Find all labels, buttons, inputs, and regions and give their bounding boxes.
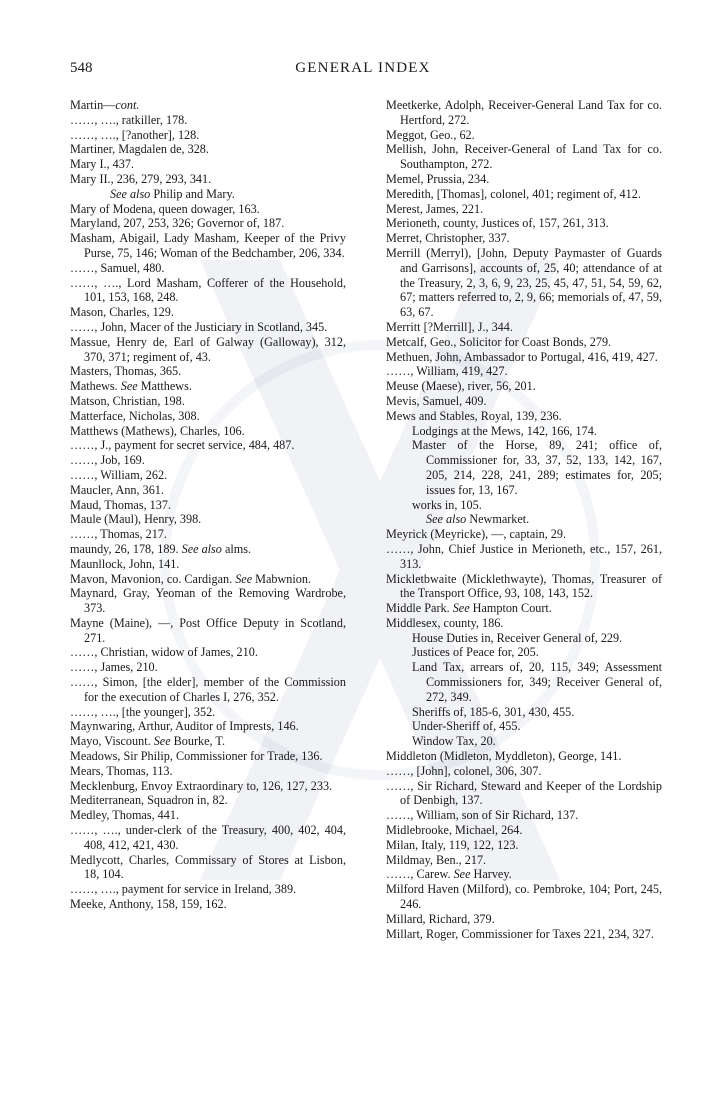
index-entry: ……, James, 210. bbox=[70, 660, 158, 675]
cross-reference-label: See bbox=[235, 571, 253, 586]
index-entry: ……, [John], colonel, 306, 307. bbox=[386, 763, 542, 778]
index-entry: ……, …., [the younger], 352. bbox=[70, 704, 216, 719]
index-entry: Mary of Modena, queen dowager, 163. bbox=[70, 201, 260, 216]
index-entry: Mellish, John, Receiver-General of Land Tax for co. Southampton, 272. bbox=[386, 142, 662, 172]
index-entry: Window Tax, 20. bbox=[412, 734, 496, 749]
index-entry: Millard, Richard, 379. bbox=[386, 911, 495, 926]
index-entry: Metcalf, Geo., Solicitor for Coast Bonds, 279. bbox=[386, 334, 612, 349]
index-entry: Milford Haven (Milford), co. Pembroke, 104; Port, 245, 246. bbox=[386, 882, 662, 912]
index-entry: Mickletbwaite (Micklethwayte), Thomas, Treasurer of the Transport Office, 93, 108, 143, 152. bbox=[386, 571, 662, 601]
index-entry: Merrill (Merryl), [John, Deputy Paymaster of Guards and Garrisons], accounts of, 25, 40; attendance of at the Treasury, 2, 3, 6, 9, 23, 25, 45, 47, 51, 54, 59, 62, 67; matters referred to, 2, 9, 66; memorials of, 47, 59, 63, 67. bbox=[386, 245, 662, 320]
index-entry: See also Newmarket. bbox=[426, 512, 530, 527]
index-entry: Medlycott, Charles, Commissary of Stores at Lisbon, 18, 104. bbox=[70, 852, 346, 882]
index-entry: Under-Sheriff of, 455. bbox=[412, 719, 521, 734]
index-entry: Maule (Maul), Henry, 398. bbox=[70, 512, 202, 527]
index-entry: Meetkerke, Adolph, Receiver-General Land Tax for co. Hertford, 272. bbox=[386, 98, 662, 127]
index-entry: Martiner, Magdalen de, 328. bbox=[70, 142, 209, 157]
index-entry: ……, Job, 169. bbox=[70, 453, 145, 468]
index-entry: ……, Christian, widow of James, 210. bbox=[70, 645, 258, 660]
index-entry: Martin—cont. bbox=[70, 98, 140, 112]
index-entry: ……, John, Chief Justice in Merioneth, etc., 157, 261, 313. bbox=[386, 541, 662, 571]
index-entry: Matson, Christian, 198. bbox=[70, 393, 185, 408]
index-entry: ……, William, son of Sir Richard, 137. bbox=[386, 808, 579, 823]
index-entry: Mayne (Maine), —, Post Office Deputy in Scotland, 271. bbox=[70, 615, 346, 645]
index-column-left bbox=[70, 98, 346, 912]
cross-reference-label: See bbox=[120, 379, 138, 394]
index-entry: Millart, Roger, Commissioner for Taxes 221, 234, 327. bbox=[386, 926, 654, 941]
page-header bbox=[70, 60, 656, 84]
index-entry: ……, …., ratkiller, 178. bbox=[70, 112, 188, 127]
cross-reference-label: See bbox=[452, 601, 470, 616]
index-entry: Maunllock, John, 141. bbox=[70, 556, 180, 571]
index-entry: maundy, 26, 178, 189. See also alms. bbox=[70, 541, 252, 556]
index-entry: Meggot, Geo., 62. bbox=[386, 127, 475, 142]
running-head: GENERAL INDEX bbox=[295, 60, 431, 76]
index-entry: ……, Samuel, 480. bbox=[70, 260, 165, 275]
index-entry: Matthews (Mathews), Charles, 106. bbox=[70, 423, 245, 438]
index-entry: Middleton (Midleton, Myddleton), George, 141. bbox=[386, 749, 622, 764]
index-entry: Maud, Thomas, 137. bbox=[70, 497, 171, 512]
cross-reference-label: See also bbox=[110, 186, 151, 201]
index-entry: Middle Park. See Hampton Court. bbox=[386, 601, 552, 616]
index-entry: Masters, Thomas, 365. bbox=[70, 364, 182, 379]
index-entry: ……, Simon, [the elder], member of the Commission for the execution of Charles I, 276, 352. bbox=[70, 675, 346, 704]
cross-reference-label: See bbox=[153, 734, 171, 749]
index-entry: ……, Sir Richard, Steward and Keeper of the Lordship of Denbigh, 137. bbox=[386, 778, 662, 808]
index-entry: Meeke, Anthony, 158, 159, 162. bbox=[70, 897, 227, 912]
index-entry: ……, …., [?another], 128. bbox=[70, 127, 200, 142]
index-entry: Milan, Italy, 119, 122, 123. bbox=[386, 837, 519, 852]
index-entry: Sheriffs of, 185-6, 301, 430, 455. bbox=[412, 704, 575, 719]
index-entry: Mecklenburg, Envoy Extraordinary to, 126, 127, 233. bbox=[70, 778, 333, 793]
index-entry: Merret, Christopher, 337. bbox=[386, 231, 510, 246]
index-entry: Mavon, Mavonion, co. Cardigan. See Mabwnion. bbox=[70, 571, 312, 586]
index-entry: Masham, Abigail, Lady Masham, Keeper of the Privy Purse, 75, 146; Woman of the Bedchamber, 206, 334. bbox=[70, 231, 346, 260]
index-entry: Memel, Prussia, 234. bbox=[386, 171, 490, 186]
index-entry: Maucler, Ann, 361. bbox=[70, 482, 164, 497]
index-entry: Merritt [?Merrill], J., 344. bbox=[386, 319, 513, 334]
index-entry: Middlesex, county, 186. bbox=[386, 615, 504, 630]
index-entry: House Duties in, Receiver General of, 229. bbox=[412, 630, 623, 645]
index-entry: Meredith, [Thomas], colonel, 401; regiment of, 412. bbox=[386, 186, 641, 201]
index-entry: ……, William, 262. bbox=[70, 467, 168, 482]
index-entry: Mary II., 236, 279, 293, 341. bbox=[70, 171, 212, 186]
index-entry: Master of the Horse, 89, 241; office of, Commissioner for, 33, 37, 52, 133, 142, 167, 205, 214, 228, 241, 289; estimates for, 205; issues for, 13, 167. bbox=[412, 438, 662, 497]
index-entry: ……, …., Lord Masham, Cofferer of the Household, 101, 153, 168, 248. bbox=[70, 275, 346, 305]
index-entry: Matterface, Nicholas, 308. bbox=[70, 408, 200, 423]
index-entry: Mews and Stables, Royal, 139, 236. bbox=[386, 408, 562, 423]
index-entry: Mevis, Samuel, 409. bbox=[386, 393, 487, 408]
cross-reference-label: See also bbox=[426, 512, 467, 527]
index-entry: Mary I., 437. bbox=[70, 157, 134, 172]
index-entry: Methuen, John, Ambassador to Portugal, 416, 419, 427. bbox=[386, 349, 658, 364]
index-entry: Meyrick (Meyricke), —, captain, 29. bbox=[386, 527, 567, 542]
index-column-right bbox=[386, 98, 662, 941]
index-entry: Justices of Peace for, 205. bbox=[412, 645, 539, 660]
index-entry: ……, John, Macer of the Justiciary in Scotland, 345. bbox=[70, 319, 328, 334]
index-entry: Mildmay, Ben., 217. bbox=[386, 852, 487, 867]
index-entry: Merest, James, 221. bbox=[386, 201, 484, 216]
index-entry: Merioneth, county, Justices of, 157, 261, 313. bbox=[386, 216, 609, 231]
index-entry: Mears, Thomas, 113. bbox=[70, 763, 173, 778]
index-entry: Midlebrooke, Michael, 264. bbox=[386, 823, 523, 838]
index-entry: Mason, Charles, 129. bbox=[70, 305, 174, 320]
index-entry: ……, J., payment for secret service, 484, 487. bbox=[70, 438, 295, 453]
cross-reference-label: See bbox=[453, 867, 471, 882]
index-entry: Maynard, Gray, Yeoman of the Removing Wardrobe, 373. bbox=[70, 586, 346, 616]
index-entry: Mayo, Viscount. See Bourke, T. bbox=[70, 734, 225, 749]
index-entry: ……, …., payment for service in Ireland, 389. bbox=[70, 882, 297, 897]
index-entry: Massue, Henry de, Earl of Galway (Galloway), 312, 370, 371; regiment of, 43. bbox=[70, 334, 346, 364]
index-entry: Meadows, Sir Philip, Commissioner for Trade, 136. bbox=[70, 749, 323, 764]
cross-reference-label: See also bbox=[181, 541, 222, 556]
index-entry: ……, Carew. See Harvey. bbox=[386, 867, 512, 882]
index-entry: Meuse (Maese), river, 56, 201. bbox=[386, 379, 536, 394]
continued-label: cont. bbox=[115, 98, 140, 112]
index-entry: ……, Thomas, 217. bbox=[70, 527, 167, 542]
index-entry: Land Tax, arrears of, 20, 115, 349; Assessment Commissioners for, 349; Receiver General of, 272, 349. bbox=[412, 660, 662, 704]
index-entry: Maryland, 207, 253, 326; Governor of, 187. bbox=[70, 216, 285, 231]
index-entry: Medley, Thomas, 441. bbox=[70, 808, 179, 823]
index-entry: ……, William, 419, 427. bbox=[386, 364, 508, 379]
page-number: 548 bbox=[70, 60, 93, 76]
index-entry: Lodgings at the Mews, 142, 166, 174. bbox=[412, 423, 597, 438]
index-entry: Mathews. See Matthews. bbox=[70, 379, 192, 394]
index-entry: See also Philip and Mary. bbox=[110, 186, 235, 201]
index-entry: ……, …., under-clerk of the Treasury, 400, 402, 404, 408, 412, 421, 430. bbox=[70, 823, 346, 852]
index-entry: Mediterranean, Squadron in, 82. bbox=[70, 793, 228, 808]
index-entry: Maynwaring, Arthur, Auditor of Imprests, 146. bbox=[70, 719, 299, 734]
index-entry: works in, 105. bbox=[412, 497, 482, 512]
